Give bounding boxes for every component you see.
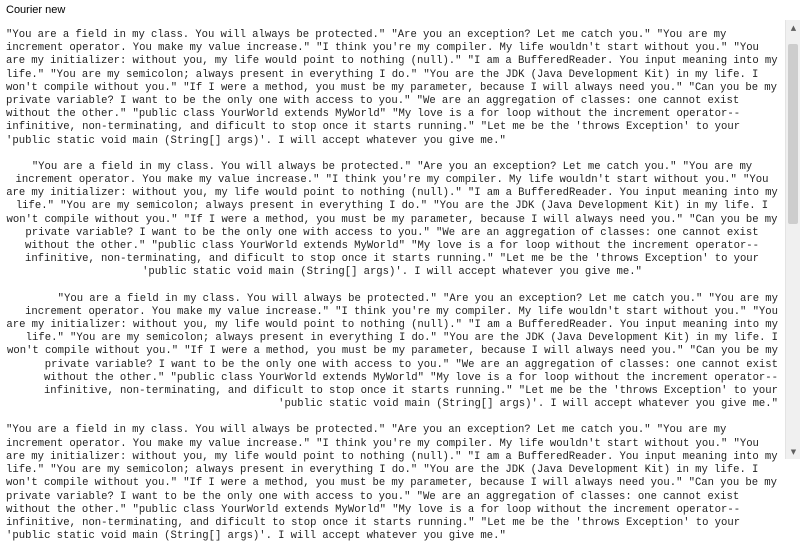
page-title: Courier new (6, 4, 66, 16)
paragraph-center-aligned: "You are a field in my class. You will always be protected." "Are you an exception? Let me catch you." "You are my increment operator. You make my value increase." "I think you're my compiler. My life wouldn't start without you." "You are my initializer: without you, my life would point to nothing (null)." "I am a BufferedReader. You input meaning into my life." "You are my semicolon; always present in everything I do." "You are the JDK (Java Development Kit) in my life. I won't compile without you." "If I were a method, you must be my parameter, because I will always need you." "Can you be my private variable? I want to be the only one with access to you." "We are an aggregation of classes: one cannot exist without the other." "public class YourWorld extends MyWorld" "My love is a for loop without the increment operator-- infinitive, non-terminating, and dificult to stop once it starts running." "Let me be the 'throws Exception' to your 'public static void main (String[] args)'. I will accept whatever you give me." (6, 160, 778, 279)
paragraph-left-aligned-2: "You are a field in my class. You will always be protected." "Are you an exception? Let me catch you." "You are my increment operator. You make my value increase." "I think you're my compiler. My life wouldn't start without you." "You are my initializer: without you, my life would point to nothing (null)." "I am a BufferedReader. You input meaning into my life." "You are my semicolon; always present in everything I do." "You are the JDK (Java Development Kit) in my life. I won't compile without you." "If I were a method, you must be my parameter, because I will always need you." "Can you be my private variable? I want to be the only one with access to you." "We are an aggregation of classes: one cannot exist without the other." "public class YourWorld extends MyWorld" "My love is a for loop without the increment operator-- infinitive, non-terminating, and dificult to stop once it starts running." "Let me be the 'throws Exception' to your 'public static void main (String[] args)'. I will accept whatever you give me." (6, 424, 778, 543)
scroll-up-icon[interactable]: ▲ (790, 23, 797, 32)
scroll-down-icon[interactable]: ▼ (790, 447, 797, 456)
paragraph-right-aligned: "You are a field in my class. You will always be protected." "Are you an exception? Let me catch you." "You are my increment operator. You make my value increase." "I think you're my compiler. My life wouldn't start without you." "You are my initializer: without you, my life would point to nothing (null)." "I am a BufferedReader. You input meaning into my life." "You are my semicolon; always present in everything I do." "You are the JDK (Java Development Kit) in my life. I won't compile without you." "If I were a method, you must be my parameter, because I will always need you." "Can you be my private variable? I want to be the only one with access to you." "We are an aggregation of classes: one cannot exist without the other." "public class YourWorld extends MyWorld" "My love is a for loop without the increment operator-- infinitive, non-terminating, and dificult to stop once it starts running." "Let me be the 'throws Exception' to your 'public static void main (String[] args)'. I will accept whatever you give me." (6, 292, 778, 411)
paragraph-left-aligned: "You are a field in my class. You will always be protected." "Are you an exception? Let me catch you." "You are my increment operator. You make my value increase." "I think you're my compiler. My life wouldn't start without you." "You are my initializer: without you, my life would point to nothing (null)." "I am a BufferedReader. You input meaning into my life." "You are my semicolon; always present in everything I do." "You are the JDK (Java Development Kit) in my life. I won't compile without you." "If I were a method, you must be my parameter, because I will always need you." "Can you be my private variable? I want to be the only one with access to you." "We are an aggregation of classes: one cannot exist without the other." "public class YourWorld extends MyWorld" "My love is a for loop without the increment operator-- infinitive, non-terminating, and dificult to stop once it starts running." "Let me be the 'throws Exception' to your 'public static void main (String[] args)'. I will accept whatever you give me." (6, 29, 778, 147)
scroll-thumb[interactable] (788, 44, 798, 224)
vertical-scrollbar[interactable] (785, 20, 800, 459)
text-viewport[interactable] (0, 20, 784, 543)
